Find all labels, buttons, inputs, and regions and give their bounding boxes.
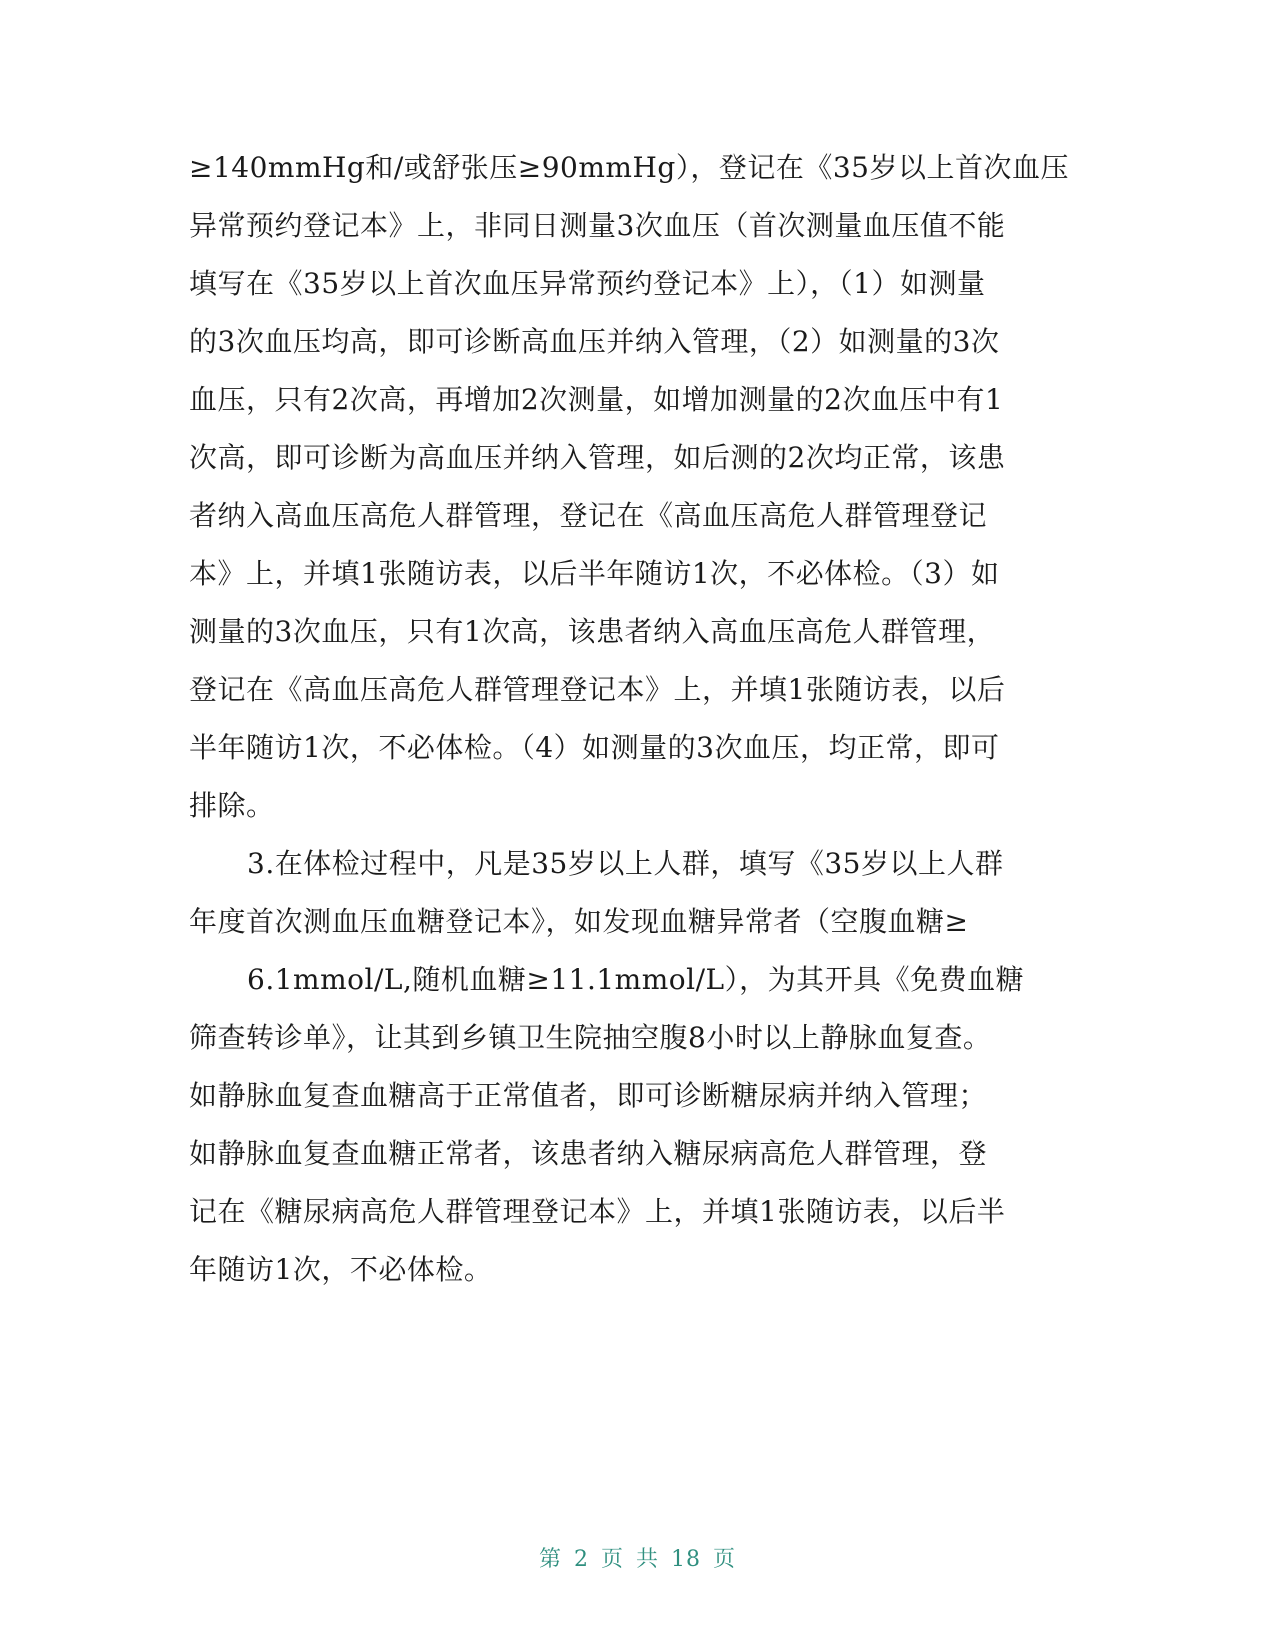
body-line-7: 者纳入高血压高危人群管理，登记在《高血压高危人群管理登记 [189,499,988,532]
body-line-15: 6.1mmol/L,随机血糖≥11.1mmol/L），为其开具《免费血糖 [247,963,1025,996]
body-line-12: 排除。 [189,789,275,822]
footer-middle1: 页 [600,1547,624,1572]
body-line-10: 登记在《高血压高危人群管理登记本》上，并填1张随访表，以后 [189,673,1006,706]
body-line-5: 血压，只有2次高，再增加2次测量，如增加测量的2次血压中有1 [189,383,1004,416]
body-line-17: 如静脉血复查血糖高于正常值者，即可诊断糖尿病并纳入管理； [189,1079,988,1112]
footer-prefix: 第 [538,1547,562,1572]
body-line-19: 记在《糖尿病高危人群管理登记本》上，并填1张随访表，以后半 [189,1195,1006,1228]
body-line-11: 半年随访1次，不必体检。（4）如测量的3次血压，均正常，即可 [189,731,1000,764]
body-line-18: 如静脉血复查血糖正常者，该患者纳入糖尿病高危人群管理，登 [189,1137,988,1170]
body-line-13: 3.在体检过程中，凡是35岁以上人群，填写《35岁以上人群 [247,847,1004,880]
body-line-6: 次高，即可诊断为高血压并纳入管理，如后测的2次均正常，该患 [189,441,1006,474]
body-line-20: 年随访1次，不必体检。 [189,1253,493,1286]
body-line-2: 异常预约登记本》上，非同日测量3次血压（首次测量血压值不能 [189,209,1006,242]
body-line-8: 本》上，并填1张随访表，以后半年随访1次，不必体检。（3）如 [189,557,1000,590]
body-line-16: 筛查转诊单》，让其到乡镇卫生院抽空腹8小时以上静脉血复查。 [189,1021,992,1054]
body-line-1: ≥140mmHg和/或舒张压≥90mmHg），登记在《35岁以上首次血压 [189,151,1069,184]
body-line-4: 的3次血压均高，即可诊断高血压并纳入管理，（2）如测量的3次 [189,325,1000,358]
footer-suffix: 页 [713,1547,737,1572]
body-line-3: 填写在《35岁以上首次血压异常预约登记本》上），（1）如测量 [189,267,986,300]
page-footer [0,1546,1275,1574]
footer-middle2: 共 [636,1547,660,1572]
body-line-9: 测量的3次血压，只有1次高，该患者纳入高血压高危人群管理， [189,615,996,648]
footer-page-number: 2 [573,1547,589,1572]
body-line-14: 年度首次测血压血糖登记本》，如发现血糖异常者（空腹血糖≥ [189,905,969,938]
footer-total-pages: 18 [671,1547,702,1572]
